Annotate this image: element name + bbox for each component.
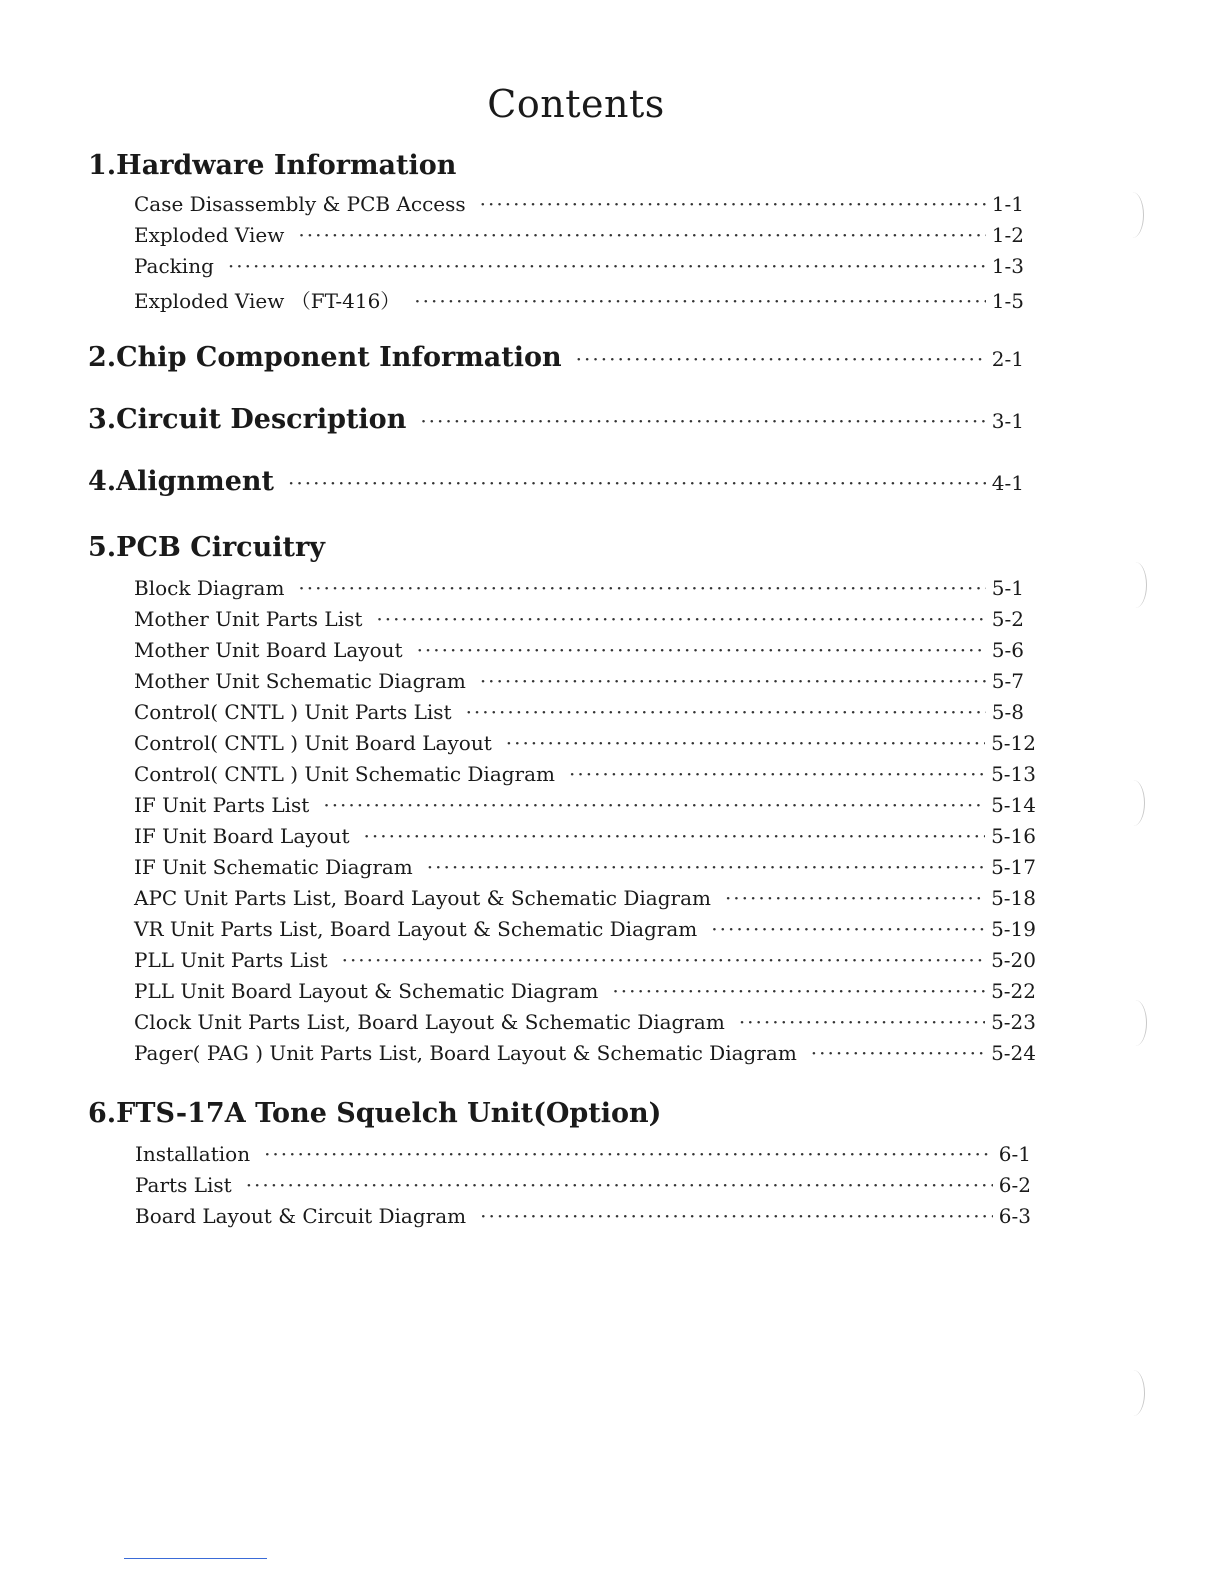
- toc-entry-page: 1-2: [991, 223, 1024, 247]
- toc-entry[interactable]: [134, 1041, 1036, 1065]
- toc-entry-label: IF Unit Board Layout: [134, 824, 350, 848]
- toc-entry-page: 6-2: [998, 1173, 1031, 1197]
- toc-entry-page: 5-12: [991, 731, 1036, 755]
- toc-entry-label: Parts List: [135, 1173, 232, 1197]
- toc-entry[interactable]: [134, 886, 1036, 910]
- toc-entry-label: VR Unit Parts List, Board Layout & Schematic Diagram: [134, 917, 698, 941]
- toc-entry-page: 5-13: [991, 762, 1036, 786]
- toc-entry[interactable]: [134, 855, 1036, 879]
- dot-leader: [739, 1010, 985, 1034]
- toc-entry-page: 1-1: [991, 192, 1024, 216]
- toc-entry-label: APC Unit Parts List, Board Layout & Schematic Diagram: [134, 886, 711, 910]
- toc-entry-label: Board Layout & Circuit Diagram: [135, 1204, 467, 1228]
- toc-entry-page: 5-22: [991, 979, 1036, 1003]
- toc-section-circuit-description[interactable]: [88, 404, 1024, 435]
- punch-hole-mark: [1122, 780, 1145, 826]
- dot-leader: [711, 917, 985, 941]
- dot-leader: [811, 1041, 985, 1065]
- toc-entry-label: Control( CNTL ) Unit Parts List: [134, 700, 452, 724]
- punch-hole-mark: [1124, 1000, 1147, 1046]
- toc-entry-label: Packing: [134, 254, 214, 278]
- toc-entry[interactable]: [134, 669, 1024, 693]
- toc-entry-page: 5-23: [991, 1010, 1036, 1034]
- toc-entry-page: 2-1: [991, 347, 1024, 371]
- dot-leader: [427, 855, 985, 879]
- dot-leader: [246, 1173, 993, 1197]
- dot-leader: [414, 289, 985, 313]
- toc-entry-page: 5-20: [991, 948, 1036, 972]
- dot-leader: [506, 731, 985, 755]
- dot-leader: [480, 192, 986, 216]
- toc-entry[interactable]: [134, 607, 1024, 631]
- toc-entry-label: Installation: [135, 1142, 251, 1166]
- toc-entry-label: Mother Unit Schematic Diagram: [134, 669, 466, 693]
- dot-leader: [420, 409, 985, 433]
- toc-entry-page: 1-5: [991, 289, 1024, 313]
- toc-entry-page: 5-8: [991, 700, 1024, 724]
- toc-entry-page: 5-6: [991, 638, 1024, 662]
- section-heading: 3.Circuit Description: [88, 404, 407, 435]
- toc-entry[interactable]: [134, 824, 1036, 848]
- dot-leader: [725, 886, 985, 910]
- toc-entry-page: 5-18: [991, 886, 1036, 910]
- punch-hole-mark: [1124, 562, 1147, 608]
- toc-entry-label: Control( CNTL ) Unit Board Layout: [134, 731, 492, 755]
- dot-leader: [376, 607, 985, 631]
- toc-entry-page: 5-2: [991, 607, 1024, 631]
- toc-entry[interactable]: [134, 762, 1036, 786]
- toc-entry[interactable]: [134, 793, 1036, 817]
- toc-entry[interactable]: [134, 948, 1036, 972]
- toc-section-alignment[interactable]: [88, 466, 1024, 497]
- punch-hole-mark: [1122, 1370, 1145, 1416]
- toc-entry[interactable]: [134, 638, 1024, 662]
- dot-leader: [576, 347, 986, 371]
- toc-entry-label: Mother Unit Board Layout: [134, 638, 403, 662]
- toc-entry-label: IF Unit Parts List: [134, 793, 310, 817]
- section-heading-tone-squelch-unit: 6.FTS-17A Tone Squelch Unit(Option): [88, 1098, 662, 1129]
- toc-entry[interactable]: [135, 1173, 1031, 1197]
- punch-hole-mark: [1121, 192, 1144, 238]
- dot-leader: [364, 824, 986, 848]
- section-heading: 2.Chip Component Information: [88, 342, 562, 373]
- toc-entry-page: 6-1: [998, 1142, 1031, 1166]
- toc-entry[interactable]: [134, 979, 1036, 1003]
- dot-leader: [480, 669, 986, 693]
- toc-entry-label: Mother Unit Parts List: [134, 607, 363, 631]
- toc-entry[interactable]: [134, 731, 1036, 755]
- toc-entry-page: 5-17: [991, 855, 1036, 879]
- toc-entry-page: 5-19: [991, 917, 1036, 941]
- toc-entry-page: 4-1: [991, 471, 1024, 495]
- dot-leader: [612, 979, 985, 1003]
- toc-entry[interactable]: [134, 1010, 1036, 1034]
- dot-leader: [466, 700, 986, 724]
- toc-entry-page: 5-7: [991, 669, 1024, 693]
- toc-entry-label: Pager( PAG ) Unit Parts List, Board Layout & Schematic Diagram: [134, 1041, 797, 1065]
- dot-leader: [323, 793, 985, 817]
- toc-entry-page: 5-1: [991, 576, 1024, 600]
- toc-entry-label: Control( CNTL ) Unit Schematic Diagram: [134, 762, 555, 786]
- toc-entry-page: 5-24: [991, 1041, 1036, 1065]
- toc-entry[interactable]: [134, 917, 1036, 941]
- toc-entry-label: IF Unit Schematic Diagram: [134, 855, 413, 879]
- dot-leader: [417, 638, 986, 662]
- dot-leader: [228, 254, 986, 278]
- section-heading-pcb-circuitry: 5.PCB Circuitry: [88, 532, 325, 563]
- toc-entry-label: Exploded View: [134, 223, 285, 247]
- dot-leader: [264, 1142, 993, 1166]
- toc-entry[interactable]: [134, 223, 1024, 247]
- dot-leader: [298, 576, 985, 600]
- toc-entry-label: Exploded View （FT-416）: [134, 289, 401, 313]
- toc-entry-label: PLL Unit Parts List: [134, 948, 328, 972]
- toc-entry[interactable]: [134, 254, 1024, 278]
- dot-leader: [480, 1204, 993, 1228]
- dot-leader: [569, 762, 985, 786]
- toc-entry-label: Clock Unit Parts List, Board Layout & Schematic Diagram: [134, 1010, 725, 1034]
- toc-entry-page: 3-1: [991, 409, 1024, 433]
- toc-entry[interactable]: [134, 576, 1024, 600]
- section-heading: 4.Alignment: [88, 466, 275, 497]
- dot-leader: [288, 471, 986, 495]
- dot-leader: [298, 223, 985, 247]
- toc-entry[interactable]: [135, 1142, 1031, 1166]
- page-title: Contents: [487, 82, 665, 126]
- dot-leader: [342, 948, 985, 972]
- toc-entry-page: 1-3: [991, 254, 1024, 278]
- toc-entry-label: PLL Unit Board Layout & Schematic Diagram: [134, 979, 599, 1003]
- toc-entry[interactable]: [134, 285, 1024, 314]
- toc-entry[interactable]: [134, 192, 1024, 216]
- toc-entry-label: Block Diagram: [134, 576, 285, 600]
- section-heading-hardware-information: 1.Hardware Information: [88, 150, 457, 181]
- toc-entry[interactable]: [134, 700, 1024, 724]
- toc-entry[interactable]: [135, 1204, 1031, 1228]
- toc-entry-page: 5-16: [991, 824, 1036, 848]
- toc-entry-page: 5-14: [991, 793, 1036, 817]
- toc-entry-page: 6-3: [998, 1204, 1031, 1228]
- toc-section-chip-component-information[interactable]: [88, 342, 1024, 373]
- toc-entry-label: Case Disassembly & PCB Access: [134, 192, 466, 216]
- footer-rule: [124, 1558, 267, 1559]
